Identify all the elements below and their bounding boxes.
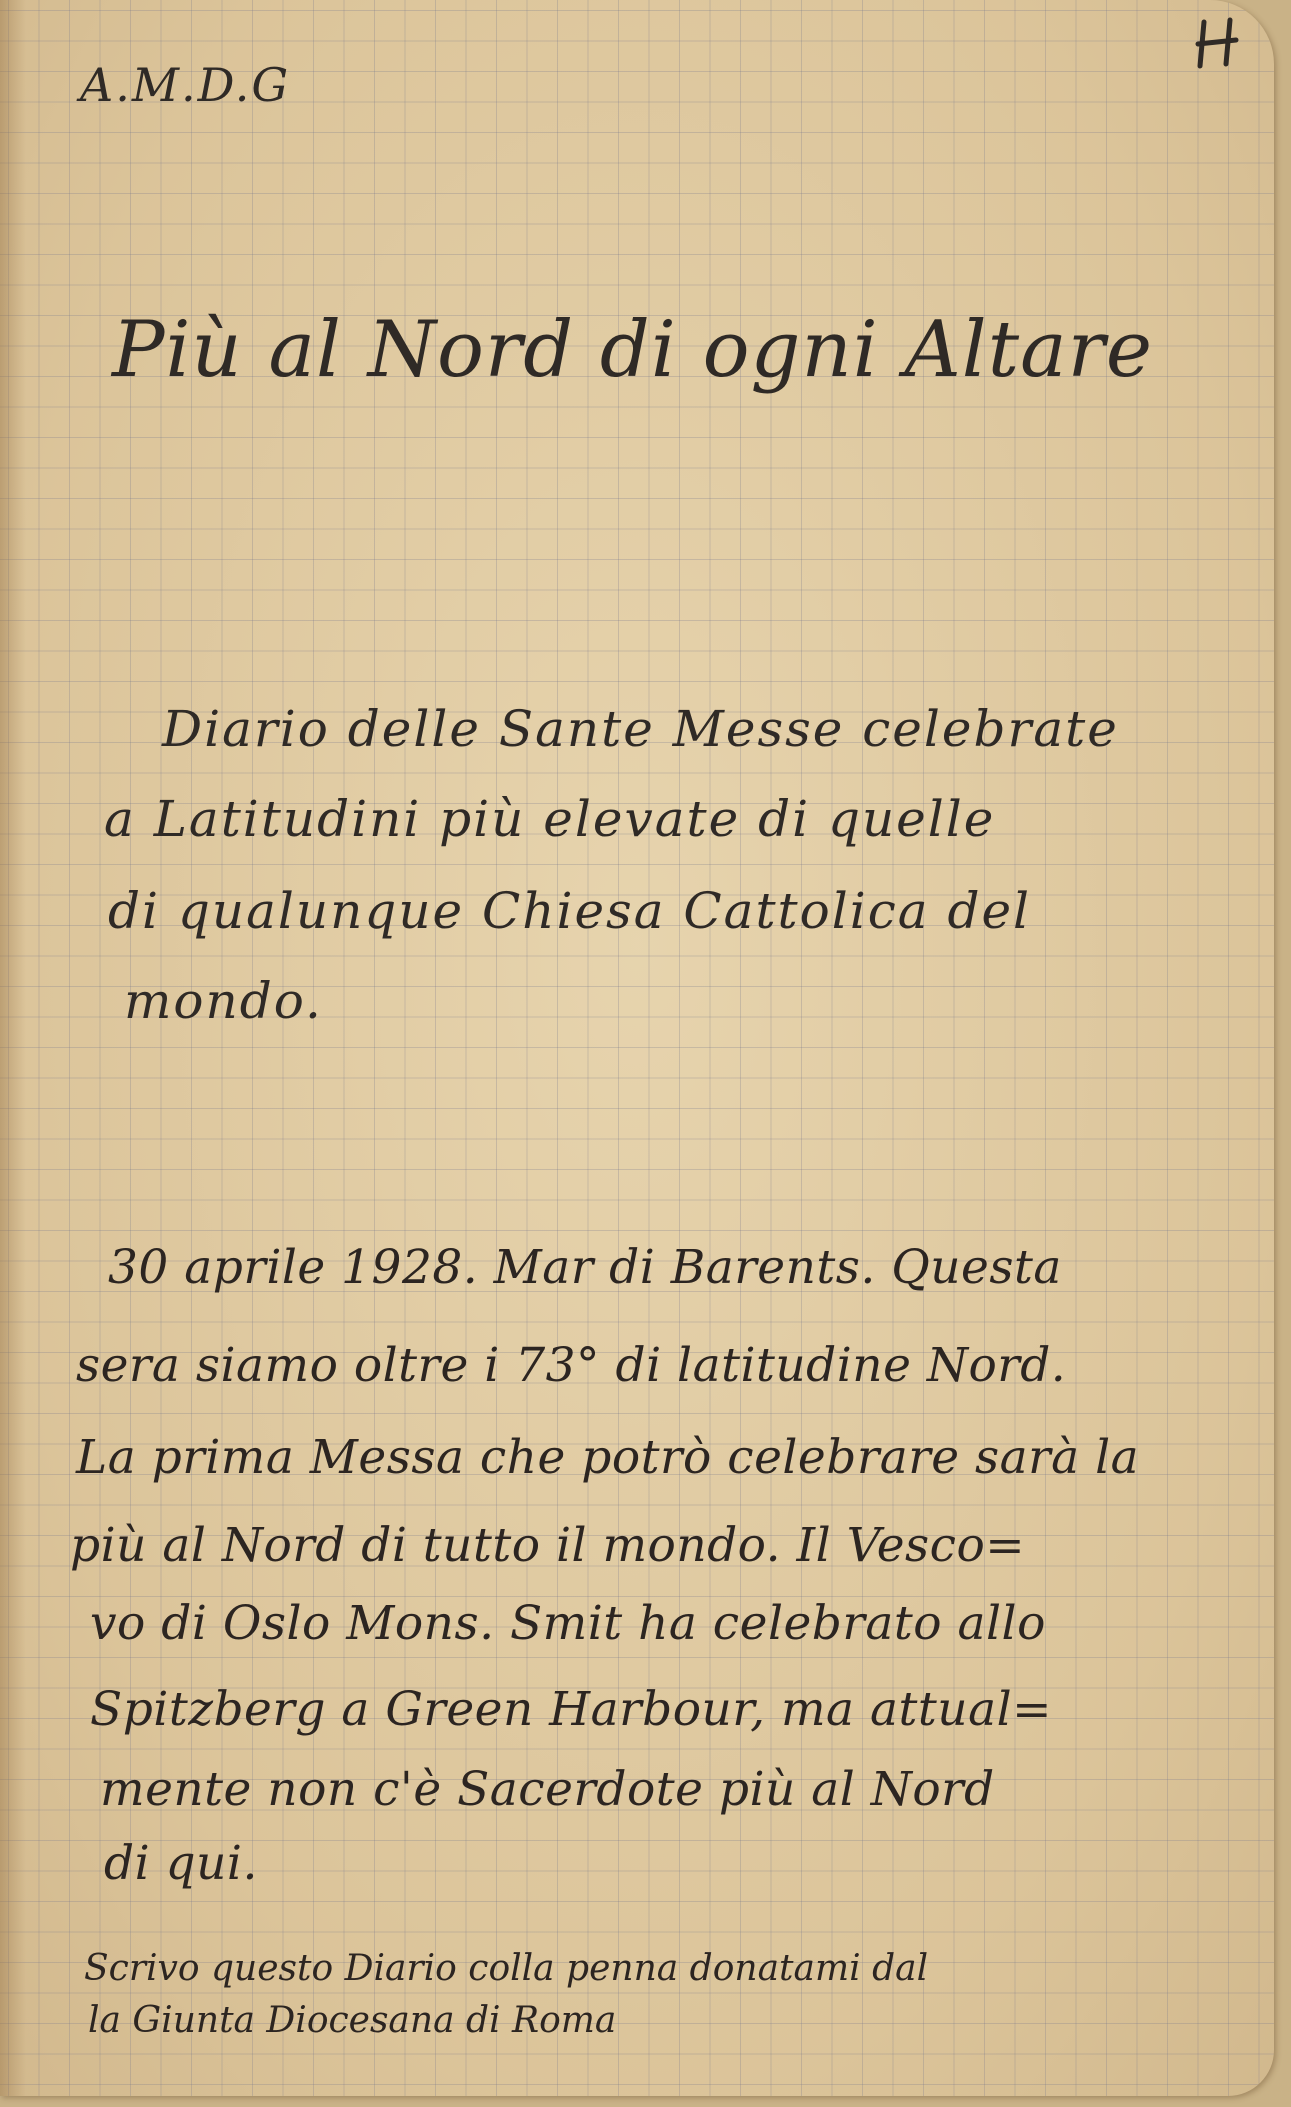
entry-line: mente non c'è Sacerdote più al Nord bbox=[100, 1762, 995, 1817]
entry-line: più al Nord di tutto il mondo. Il Vesco= bbox=[70, 1518, 1026, 1573]
page-title: Più al Nord di ogni Altare bbox=[112, 305, 1154, 395]
page-spine-shadow bbox=[0, 0, 26, 2096]
subtitle-line: di qualunque Chiesa Cattolica del bbox=[108, 882, 1032, 940]
entry-line: di qui. bbox=[104, 1836, 258, 1891]
entry-line: vo di Oslo Mons. Smit ha celebrato allo bbox=[90, 1596, 1046, 1651]
subtitle-line: a Latitudini più elevate di quelle bbox=[104, 790, 996, 848]
footnote-line: Scrivo questo Diario colla penna donatami dal bbox=[84, 1948, 929, 1989]
corner-mark-icon bbox=[1194, 16, 1246, 72]
header-mark: A.M.D.G bbox=[80, 58, 291, 112]
footnote-line: la Giunta Diocesana di Roma bbox=[88, 2000, 617, 2041]
entry-line: 30 aprile 1928. Mar di Barents. Questa bbox=[108, 1240, 1062, 1295]
entry-line: Spitzberg a Green Harbour, ma attual= bbox=[90, 1682, 1053, 1737]
entry-line: sera siamo oltre i 73° di latitudine Nord. bbox=[76, 1338, 1067, 1393]
subtitle-line: mondo. bbox=[124, 972, 323, 1030]
entry-line: La prima Messa che potrò celebrare sarà la bbox=[76, 1430, 1140, 1485]
subtitle-line: Diario delle Sante Messe celebrate bbox=[162, 700, 1119, 758]
